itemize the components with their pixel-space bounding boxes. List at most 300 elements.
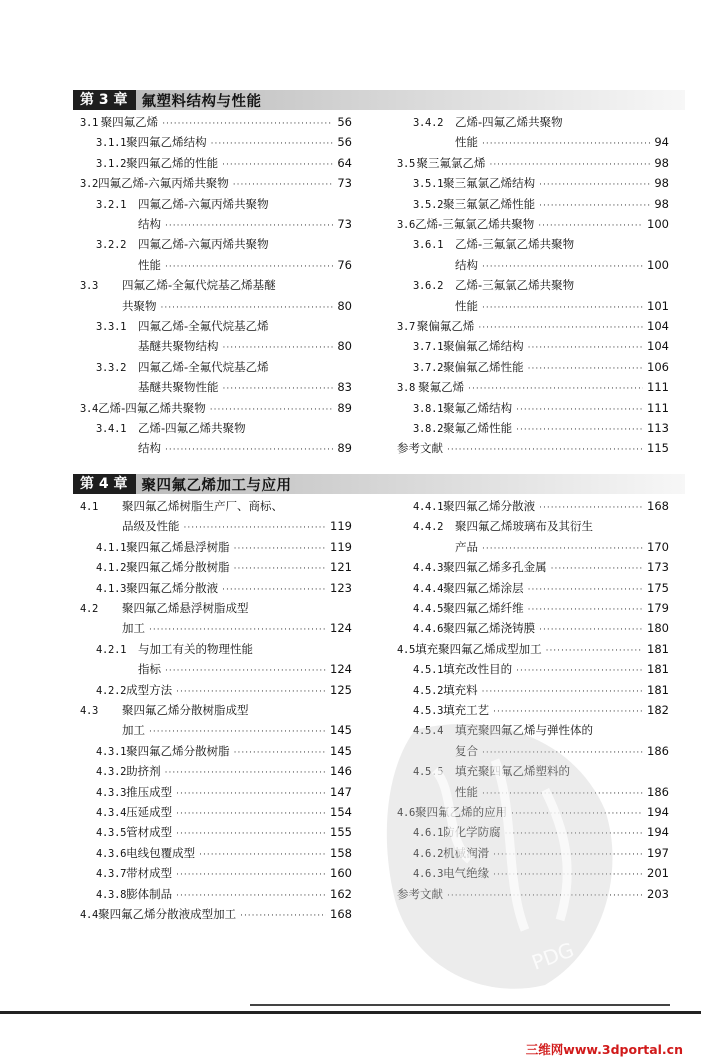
toc-entry-page: 154: [330, 805, 352, 819]
dot-leader: [546, 641, 643, 661]
toc-entry-page: 80: [337, 298, 352, 313]
toc-entry-title-continued: 指标: [138, 662, 161, 677]
toc-entry[interactable]: [80, 132, 352, 152]
toc-entry-number: 3.8.2: [413, 423, 444, 435]
toc-entry-number: 4.3.5: [96, 827, 127, 840]
toc-entry-title-continued: 产品: [455, 539, 478, 554]
toc-entry-page: 119: [330, 539, 352, 554]
toc-entry[interactable]: [397, 659, 669, 679]
toc-entry-title: 电气绝缘: [443, 866, 490, 881]
toc-entry-title: 聚四氟乙烯树脂生产厂、商标、: [122, 499, 283, 513]
toc-entry-number: 3.8: [397, 382, 416, 395]
dot-leader: [528, 580, 643, 600]
chapter-4-left-column: [80, 496, 352, 926]
toc-entry-number: 4.4.3: [413, 562, 444, 575]
dot-leader: [516, 661, 643, 681]
toc-entry-number: 3.5.2: [413, 198, 444, 211]
toc-entry-title: 聚四氟乙烯分散树脂成型: [122, 703, 249, 717]
toc-entry-number: 3.3.1: [96, 321, 127, 333]
toc-entry-title: 聚四氟乙烯分散树脂: [126, 560, 230, 575]
toc-entry[interactable]: [80, 173, 352, 193]
toc-entry[interactable]: [80, 761, 352, 781]
toc-entry-number: 3.5: [397, 157, 416, 170]
toc-entry-title: 乙烯-四氟乙烯共聚物: [138, 421, 246, 435]
toc-entry-page: 56: [337, 135, 352, 150]
dot-leader: [165, 440, 333, 460]
dot-leader: [493, 845, 643, 865]
toc-entry-number: 3.4.2: [413, 117, 444, 129]
dot-leader: [468, 379, 643, 399]
dot-leader: [489, 155, 650, 175]
toc-entry-title: 填充聚四氟乙烯塑料的: [455, 764, 570, 779]
toc-entry[interactable]: [397, 496, 669, 516]
toc-entry-page: 89: [337, 400, 352, 415]
chapter-4-header: [73, 474, 685, 494]
toc-entry-title-continued: 加工: [122, 723, 145, 738]
toc-entry[interactable]: [80, 700, 352, 741]
chapter-3-header: [73, 90, 685, 110]
toc-entry-title: 参考文献: [397, 886, 443, 901]
toc-entry-page: 160: [330, 866, 352, 881]
toc-entry-number: 4.4.2: [413, 521, 444, 534]
toc-entry[interactable]: [80, 598, 352, 639]
toc-entry-number: 4.6: [397, 807, 416, 819]
toc-entry[interactable]: [80, 863, 352, 883]
dot-leader: [516, 400, 643, 420]
toc-entry[interactable]: [397, 639, 669, 659]
toc-entry[interactable]: [80, 557, 352, 577]
toc-entry-number: 3.6.2: [413, 280, 444, 293]
toc-entry-title: 填充工艺: [443, 703, 490, 717]
toc-entry[interactable]: [397, 214, 669, 234]
toc-entry-number: 4.2: [80, 603, 99, 615]
footer-rule-thin: [250, 1004, 670, 1006]
toc-entry-page: 168: [330, 907, 352, 921]
dot-leader: [482, 257, 643, 277]
toc-entry-number: 4.5.5: [413, 766, 444, 779]
toc-entry-number: 4.5: [397, 643, 416, 656]
toc-entry-page: 98: [654, 155, 669, 170]
toc-entry-title: 助挤剂: [126, 764, 161, 779]
toc-entry-title: 聚四氟乙烯分散液: [126, 580, 219, 595]
dot-leader: [161, 298, 334, 318]
toc-entry-title: 填充聚四氟乙烯与弹性体的: [455, 723, 593, 738]
toc-entry-page: 111: [647, 400, 669, 415]
toc-entry-title: 四氟乙烯-全氟代烷基乙烯: [138, 359, 269, 374]
toc-entry-page: 201: [647, 866, 669, 881]
dot-leader: [539, 175, 650, 195]
dot-leader: [240, 906, 326, 926]
toc-entry-title: 推压成型: [126, 784, 173, 799]
dot-leader: [447, 886, 643, 906]
toc-entry-title: 四氟乙烯-全氟代烷基乙烯基醚: [122, 278, 276, 293]
chapter-4-title: 聚四氟乙烯加工与应用: [141, 477, 292, 494]
toc-entry-number: 3.3: [80, 280, 99, 293]
dot-leader: [149, 620, 326, 640]
toc-entry-page: 181: [647, 641, 669, 656]
toc-entry-title-continued: 品级及性能: [122, 519, 180, 534]
toc-entry-page: 124: [330, 662, 352, 677]
toc-entry-title: 聚四氟乙烯纤维: [443, 601, 524, 615]
toc-entry-page: 115: [647, 441, 669, 456]
dot-leader: [478, 318, 643, 338]
toc-entry-title: 聚四氟乙烯悬浮树脂: [126, 539, 230, 554]
dot-leader: [223, 379, 334, 399]
dot-leader: [223, 338, 334, 358]
toc-entry-number: 4.6.1: [413, 827, 444, 840]
toc-entry-number: 3.7.1: [413, 341, 444, 354]
toc-entry-title: 填充聚四氟乙烯成型加工: [415, 641, 542, 656]
toc-entry-page: 100: [647, 257, 669, 272]
toc-entry[interactable]: [80, 904, 352, 924]
dot-leader: [165, 257, 333, 277]
footer-rule-thick: [0, 1011, 701, 1014]
toc-entry-title: 聚偏氟乙烯结构: [443, 339, 524, 354]
toc-entry-number: 4.3.6: [96, 847, 127, 860]
toc-entry[interactable]: [80, 802, 352, 822]
toc-entry-title: 填充料: [443, 682, 478, 697]
toc-entry-page: 180: [647, 621, 669, 636]
watermark-text: PDG: [528, 937, 578, 975]
chapter-3-right-column: [397, 112, 669, 456]
toc-entry-page: 98: [654, 196, 669, 211]
toc-entry[interactable]: [80, 741, 352, 761]
toc-entry-page: 170: [647, 539, 669, 554]
toc-entry[interactable]: [397, 720, 669, 761]
toc-entry-page: 181: [647, 662, 669, 677]
toc-entry-title: 管材成型: [126, 825, 173, 840]
toc-entry-title: 聚四氟乙烯: [100, 115, 159, 129]
toc-entry-title-continued: 结构: [455, 257, 478, 272]
toc-entry-number: 3.2: [80, 178, 99, 191]
toc-entry-number: 4.5.3: [413, 705, 444, 717]
toc-entry-title-continued: 性能: [138, 257, 161, 272]
dot-leader: [493, 702, 643, 722]
toc-entry-title: 聚三氟氯乙烯性能: [443, 196, 536, 211]
toc-entry-title: 聚偏氟乙烯: [416, 319, 475, 333]
toc-entry-number: 4.1.1: [96, 541, 127, 554]
toc-entry[interactable]: [80, 398, 352, 418]
toc-entry-page: 145: [330, 743, 352, 758]
toc-entry-page: 186: [647, 784, 669, 799]
dot-leader: [538, 216, 643, 236]
toc-entry-title: 机械润滑: [443, 845, 490, 860]
toc-entry[interactable]: [397, 377, 669, 397]
dot-leader: [222, 155, 333, 175]
toc-entry[interactable]: [397, 275, 669, 316]
dot-leader: [447, 440, 643, 460]
toc-entry-title: 聚氟乙烯结构: [443, 400, 513, 415]
toc-entry-number: 3.2.2: [96, 239, 127, 252]
toc-entry-page: 113: [647, 421, 669, 435]
toc-entry-title-continued: 共聚物: [122, 298, 157, 313]
dot-leader: [482, 298, 643, 318]
toc-entry-number: 4.3.7: [96, 868, 127, 881]
toc-entry-title: 聚四氟乙烯分散树脂: [126, 743, 230, 758]
toc-entry-title-continued: 性能: [455, 298, 478, 313]
toc-entry-number: 4.2.1: [96, 643, 127, 656]
toc-entry-number: 3.7: [397, 321, 416, 333]
toc-entry-title: 参考文献: [397, 441, 443, 456]
toc-entry-title: 聚四氟乙烯多孔金属: [443, 560, 547, 575]
toc-entry[interactable]: [397, 336, 669, 356]
dot-leader: [528, 600, 643, 620]
toc-entry-title: 乙烯-三氟氯乙烯共聚物: [455, 278, 575, 293]
toc-entry-number: 4.4.4: [413, 582, 444, 595]
dot-leader: [233, 175, 334, 195]
toc-entry-title: 聚三氟氯乙烯结构: [443, 176, 536, 191]
toc-entry[interactable]: [397, 234, 669, 275]
toc-entry[interactable]: [80, 578, 352, 598]
toc-entry-title: 电线包覆成型: [126, 845, 196, 860]
toc-entry-number: 3.8.1: [413, 402, 444, 415]
dot-leader: [210, 400, 334, 420]
toc-entry[interactable]: [397, 598, 669, 618]
toc-entry[interactable]: [80, 234, 352, 275]
toc-entry[interactable]: [397, 173, 669, 193]
toc-entry-page: 179: [647, 601, 669, 615]
toc-entry-page: 168: [647, 499, 669, 513]
toc-entry[interactable]: [397, 516, 669, 557]
toc-entry-page: 111: [647, 380, 669, 395]
toc-entry[interactable]: [80, 194, 352, 235]
toc-entry-number: 4.3.4: [96, 807, 127, 819]
dot-leader: [199, 845, 326, 865]
toc-entry[interactable]: [80, 884, 352, 904]
toc-entry-number: 4.3.1: [96, 745, 127, 758]
dot-leader: [162, 114, 333, 134]
toc-entry[interactable]: [397, 194, 669, 214]
toc-entry-number: 4.1.3: [96, 582, 127, 595]
dot-leader: [493, 865, 643, 885]
toc-entry-number: 4.1.2: [96, 562, 127, 575]
toc-entry[interactable]: [80, 316, 352, 357]
toc-entry[interactable]: [397, 112, 669, 153]
toc-entry[interactable]: [397, 700, 669, 720]
toc-entry-title: 膨体制品: [126, 886, 173, 901]
toc-entry[interactable]: [80, 418, 352, 459]
toc-entry[interactable]: [397, 884, 669, 904]
dot-leader: [528, 338, 643, 358]
dot-leader: [511, 804, 643, 824]
toc-entry-title: 与加工有关的物理性能: [138, 641, 253, 656]
toc-entry[interactable]: [397, 316, 669, 336]
toc-entry[interactable]: [80, 680, 352, 700]
toc-entry[interactable]: [397, 843, 669, 863]
toc-entry[interactable]: [397, 822, 669, 842]
toc-entry[interactable]: [397, 761, 669, 802]
toc-entry-number: 4.4.1: [413, 501, 444, 513]
toc-entry-page: 158: [330, 845, 352, 860]
dot-leader: [176, 682, 326, 702]
toc-entry-page: 119: [330, 519, 352, 534]
dot-leader: [482, 743, 643, 763]
toc-entry[interactable]: [397, 578, 669, 598]
dot-leader: [551, 559, 643, 579]
toc-entry-page: 104: [647, 339, 669, 354]
toc-entry-title-continued: 性能: [455, 784, 478, 799]
toc-entry-page: 124: [330, 621, 352, 636]
toc-entry-title: 成型方法: [126, 682, 173, 697]
toc-entry[interactable]: [80, 843, 352, 863]
dot-leader: [176, 804, 326, 824]
toc-entry-page: 94: [654, 135, 669, 150]
toc-entry-number: 4.4.5: [413, 603, 444, 615]
toc-entry-number: 4.3.3: [96, 786, 127, 799]
toc-entry-title: 四氟乙烯-全氟代烷基乙烯: [138, 319, 269, 333]
toc-entry[interactable]: [397, 680, 669, 700]
toc-entry-number: 3.4.1: [96, 423, 127, 435]
toc-entry-page: 145: [330, 723, 352, 738]
dot-leader: [528, 359, 643, 379]
footer-brand: 三维网www.3dportal.cn: [525, 1042, 683, 1057]
dot-leader: [176, 784, 326, 804]
toc-entry[interactable]: [397, 802, 669, 822]
toc-entry-number: 3.6: [397, 219, 416, 231]
toc-entry-page: 125: [330, 682, 352, 697]
toc-entry-title: 聚四氟乙烯悬浮树脂成型: [122, 601, 249, 615]
dot-leader: [234, 743, 326, 763]
toc-entry-title: 聚四氟乙烯分散液: [443, 499, 536, 513]
toc-entry-title: 聚四氟乙烯的应用: [415, 805, 508, 819]
toc-entry[interactable]: [397, 863, 669, 883]
toc-entry-page: 89: [337, 441, 352, 456]
toc-entry-page: 64: [337, 155, 352, 170]
toc-entry[interactable]: [397, 618, 669, 638]
toc-entry-page: 203: [647, 886, 669, 901]
toc-entry-number: 4.2.2: [96, 684, 127, 697]
toc-entry-page: 123: [330, 580, 352, 595]
toc-entry-page: 155: [330, 825, 352, 840]
toc-entry[interactable]: [397, 418, 669, 438]
toc-entry-title: 聚氟乙烯: [418, 380, 465, 395]
toc-entry[interactable]: [397, 357, 669, 377]
dot-leader: [516, 420, 643, 440]
toc-entry-number: 3.5.1: [413, 178, 444, 191]
toc-entry-page: 162: [330, 886, 352, 901]
toc-entry-number: 3.1.1: [96, 137, 127, 150]
toc-entry-title: 聚氟乙烯性能: [443, 421, 513, 435]
toc-entry-title: 压延成型: [126, 805, 173, 819]
toc-entry-number: 4.4.6: [413, 623, 444, 636]
chapter-4-badge: 第 4 章: [73, 474, 136, 494]
toc-entry-title: 四氟乙烯-六氟丙烯共聚物: [138, 196, 269, 211]
toc-entry-number: 4.4: [80, 909, 99, 921]
toc-entry-title: 乙烯-四氟乙烯共聚物: [455, 115, 563, 129]
toc-entry[interactable]: [80, 112, 352, 132]
toc-entry-title: 聚三氟氯乙烯: [416, 155, 486, 170]
toc-entry-title: 聚四氟乙烯结构: [126, 135, 207, 150]
toc-entry-page: 181: [647, 682, 669, 697]
toc-entry[interactable]: [397, 557, 669, 577]
toc-entry-page: 175: [647, 580, 669, 595]
toc-entry-title: 四氟乙烯-六氟丙烯共聚物: [98, 176, 229, 191]
toc-entry-title: 聚四氟乙烯涂层: [443, 580, 524, 595]
toc-entry-title-continued: 结构: [138, 216, 161, 231]
chapter-3-left-column: [80, 112, 352, 456]
toc-entry-page: 73: [337, 176, 352, 191]
toc-entry-title-continued: 基醚共聚物性能: [138, 380, 219, 395]
toc-entry[interactable]: [80, 357, 352, 398]
toc-entry-page: 186: [647, 743, 669, 758]
toc-entry-page: 121: [330, 560, 352, 575]
toc-entry-page: 76: [337, 257, 352, 272]
dot-leader: [222, 580, 326, 600]
dot-leader: [539, 196, 650, 216]
toc-entry[interactable]: [80, 537, 352, 557]
toc-entry-number: 4.3.8: [96, 888, 127, 901]
toc-entry[interactable]: [80, 782, 352, 802]
toc-entry[interactable]: [80, 153, 352, 173]
toc-entry-page: 194: [647, 805, 669, 819]
dot-leader: [505, 824, 643, 844]
toc-entry-number: 3.3.2: [96, 361, 127, 374]
toc-entry-number: 3.4: [80, 402, 99, 415]
toc-entry-title: 乙烯-四氟乙烯共聚物: [98, 400, 206, 415]
toc-entry-page: 173: [647, 560, 669, 575]
toc-entry-page: 98: [654, 176, 669, 191]
toc-entry[interactable]: [397, 153, 669, 173]
toc-entry-page: 83: [337, 380, 352, 395]
toc-entry-title: 聚四氟乙烯玻璃布及其衍生: [455, 519, 593, 534]
toc-entry-page: 100: [647, 217, 669, 231]
toc-entry-page: 197: [647, 845, 669, 860]
dot-leader: [482, 539, 643, 559]
toc-entry[interactable]: [397, 438, 669, 458]
toc-entry[interactable]: [397, 398, 669, 418]
toc-entry-page: 56: [337, 115, 352, 129]
dot-leader: [482, 134, 650, 154]
toc-entry-number: 4.1: [80, 501, 99, 513]
toc-entry-page: 101: [647, 298, 669, 313]
dot-leader: [482, 784, 643, 804]
toc-entry-page: 182: [647, 703, 669, 717]
toc-entry-number: 3.2.1: [96, 198, 127, 211]
toc-entry[interactable]: [80, 639, 352, 680]
toc-entry-title-continued: 加工: [122, 621, 145, 636]
dot-leader: [165, 661, 326, 681]
chapter-3-badge: 第 3 章: [73, 90, 136, 110]
toc-entry-number: 4.3: [80, 705, 99, 717]
toc-entry-page: 194: [647, 825, 669, 840]
dot-leader: [176, 865, 326, 885]
dot-leader: [176, 886, 326, 906]
toc-entry-title-continued: 复合: [455, 743, 478, 758]
toc-entry-number: 4.3.2: [96, 766, 127, 779]
toc-entry-number: 3.1.2: [96, 157, 127, 170]
toc-entry-title-continued: 结构: [138, 441, 161, 456]
toc-entry[interactable]: [80, 275, 352, 316]
toc-entry-page: 80: [337, 339, 352, 354]
toc-entry[interactable]: [80, 496, 352, 537]
toc-entry-page: 104: [647, 319, 669, 333]
toc-entry-title: 带材成型: [126, 866, 173, 881]
toc-entry-page: 73: [337, 216, 352, 231]
dot-leader: [165, 763, 326, 783]
toc-entry-page: 147: [330, 784, 352, 799]
toc-entry-number: 3.6.1: [413, 239, 444, 252]
toc-entry-title: 防化学防腐: [443, 825, 501, 840]
toc-entry-title: 填充改性目的: [443, 662, 513, 677]
chapter-4-right-column: [397, 496, 669, 926]
toc-entry-title-continued: 基醚共聚物结构: [138, 339, 219, 354]
toc-entry-title: 四氟乙烯-六氟丙烯共聚物: [138, 237, 269, 252]
toc-entry-number: 4.6.3: [413, 868, 444, 881]
toc-entry-number: 3.7.2: [413, 361, 444, 374]
toc-entry-title: 聚偏氟乙烯性能: [443, 359, 524, 374]
toc-entry-number: 4.5.2: [413, 684, 444, 697]
toc-entry[interactable]: [80, 822, 352, 842]
